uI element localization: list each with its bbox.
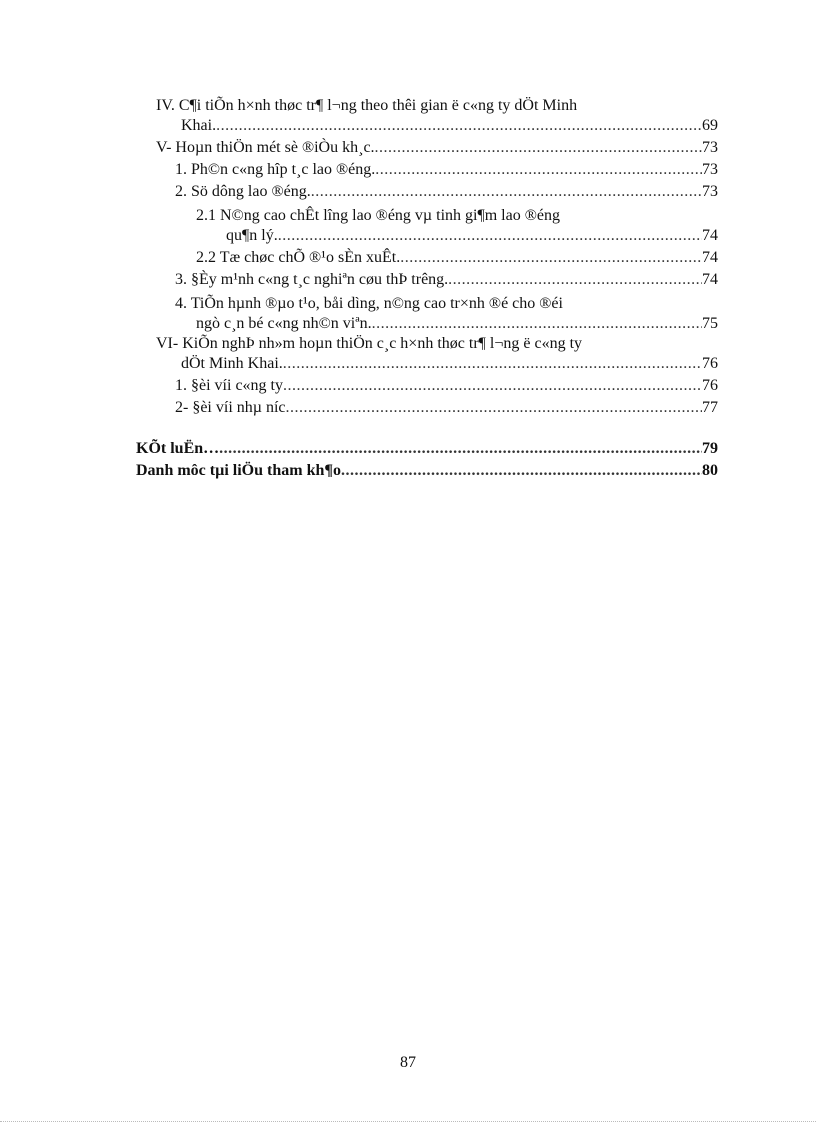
toc-page-number: 76 [702,355,718,372]
toc-entry-text: KÕt luËn… [136,440,220,457]
dot-leader [372,315,702,333]
dot-leader [311,183,702,201]
dot-leader [341,462,702,480]
dot-leader [283,355,702,373]
toc-page-number: 75 [702,315,718,332]
toc-entry-ket-luan[interactable] [136,440,718,462]
dot-leader [219,440,702,458]
toc-entry-v-2-2[interactable] [196,249,718,271]
toc-entry-text: Khai. [181,117,217,134]
toc-page-number: 79 [702,440,718,457]
toc-entry-text: dÖt Minh Khai. [181,355,283,372]
toc-entry-v-2[interactable] [175,183,718,205]
toc-page-number: 73 [702,139,718,156]
toc-entry-iv-line1: IV. C¶i tiÕn h×nh thøc tr¶ l¬ng theo thêi gian ë c«ng ty dÖt Minh [156,97,578,114]
dot-leader [278,227,702,245]
toc-entry-v-4-line1: 4. TiÕn hµnh ®µo t¹o, båi dìng, n©ng cao tr×nh ®é cho ®éi [175,295,563,312]
toc-entry-v-1[interactable] [175,161,718,183]
toc-page-number: 69 [702,117,718,134]
toc-entry-text: Danh môc tµi liÖu tham kh¶o [136,462,341,479]
toc-entry-text: 3. §Èy m¹nh c«ng t¸c nghiªn cøu thÞ trêng. [175,271,449,288]
toc-entry-text: qu¶n lý. [226,227,278,244]
toc-entry-vi-line1: VI- KiÕn nghÞ nh»m hoµn thiÖn c¸c h×nh thøc tr¶ l¬ng ë c«ng ty [156,335,583,352]
toc-page-number: 76 [702,377,718,394]
toc-entry-v-2-1-line1: 2.1 N©ng cao chÊt lîng lao ®éng vµ tinh gi¶m lao ®éng [196,207,560,224]
toc-entry-text: 2.2 Tæ chøc chÕ ®¹o sÈn xuÊt. [196,249,401,266]
toc-entry-vi-2[interactable] [175,399,718,421]
toc-page-number: 74 [702,271,718,288]
toc-page-number: 74 [702,249,718,266]
dot-leader [375,161,702,179]
dot-leader [400,249,702,267]
dot-leader [216,117,702,135]
toc-entry-iv-line2[interactable] [181,117,718,139]
page-number: 87 [400,1054,416,1071]
toc-entry-text: ngò c¸n bé c«ng nh©n viªn. [196,315,372,332]
toc-page-number: 73 [702,161,718,178]
toc-entry-text: 1. Ph©n c«ng hîp t¸c lao ®éng. [175,161,376,178]
toc-entry-text: 2- §èi víi nhµ níc [175,399,286,416]
toc-entry-text: V- Hoµn thiÖn mét sè ®iÒu kh¸c. [156,139,375,156]
toc-entry-text: 1. §èi víi c«ng ty [175,377,283,394]
toc-entry-v[interactable] [156,139,718,161]
toc-page-number: 73 [702,183,718,200]
dot-leader [375,139,702,157]
dot-leader [286,399,702,417]
toc-page-number: 74 [702,227,718,244]
toc-entry-v-3[interactable] [175,271,718,293]
toc-entry-vi-1[interactable] [175,377,718,399]
page-bottom-divider [0,1121,816,1122]
toc-entry-danh-muc[interactable] [136,462,718,484]
dot-leader [448,271,702,289]
toc-entry-v-2-1-line2[interactable] [226,227,718,249]
toc-entry-vi-line2[interactable] [181,355,718,377]
toc-page-number: 77 [702,399,718,416]
toc-entry-text: 2. Sö dông lao ®éng. [175,183,311,200]
toc-page-number: 80 [702,462,718,479]
dot-leader [283,377,702,395]
